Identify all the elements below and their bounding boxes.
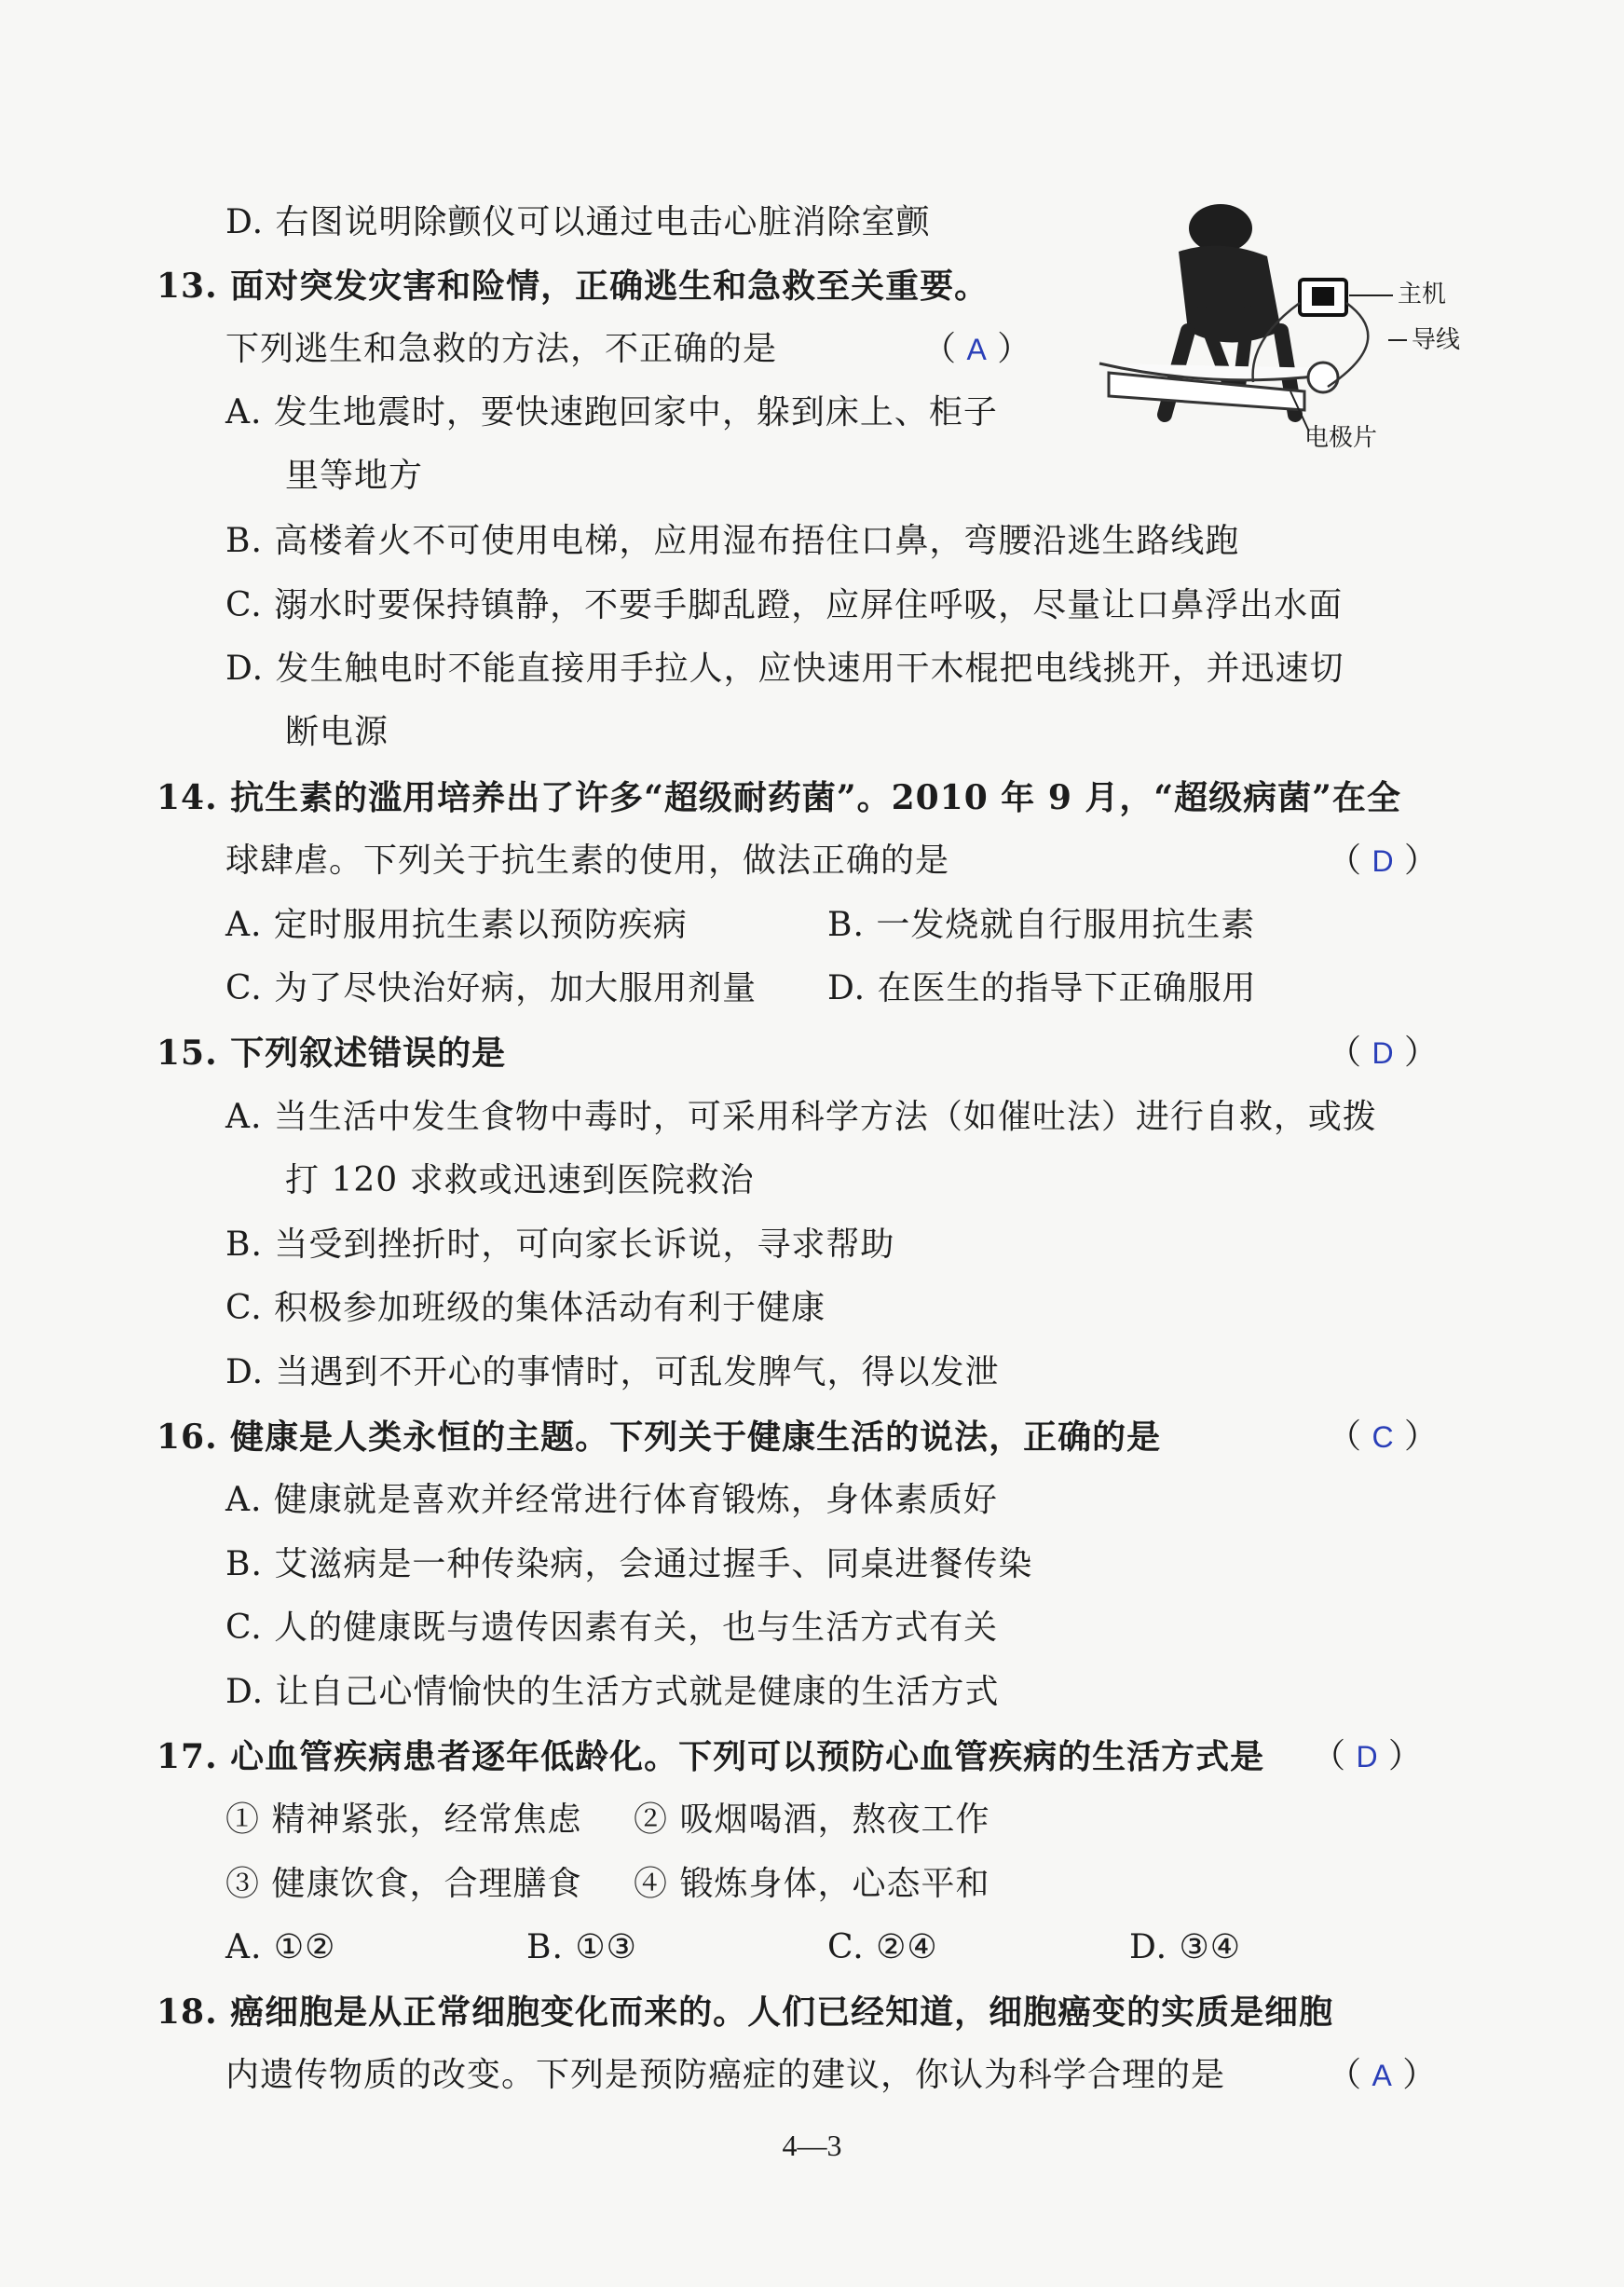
q14-option-c: C. 为了尽快治好病，加大服用剂量 [225, 969, 757, 1007]
q16-option-c: C. 人的健康既与遗传因素有关，也与生活方式有关 [225, 1609, 999, 1647]
defibrillator-figure [1090, 200, 1491, 461]
page-number: 4—3 [782, 2129, 842, 2162]
q17-item-3: ③ 健康饮食，合理膳食 [225, 1865, 582, 1903]
q15-answer: （ D ） [1328, 1034, 1439, 1072]
q17-item-4: ④ 锻炼身体，心态平和 [634, 1865, 990, 1903]
q14-answer: （ D ） [1328, 842, 1439, 880]
q17-option-c: C. ②④ [827, 1928, 938, 1966]
q13-stem-line1: 13. 面对突发灾害和险情，正确逃生和急救至关重要。 [157, 267, 989, 306]
q14-option-a: A. 定时服用抗生素以预防疾病 [225, 906, 688, 944]
q16-option-b: B. 艾滋病是一种传染病，会通过握手、同桌进餐传染 [225, 1545, 1033, 1583]
q17-answer: （ D ） [1312, 1737, 1423, 1775]
q13-answer-letter: A [966, 333, 987, 366]
q13-option-a-line2: 里等地方 [285, 457, 424, 495]
q16-option-a: A. 健康就是喜欢并经常进行体育锻炼，身体素质好 [225, 1481, 998, 1519]
q13-option-b: B. 高楼着火不可使用电梯，应用湿布捂住口鼻，弯腰沿逃生路线跑 [225, 522, 1240, 560]
q14-option-d: D. 在医生的指导下正确服用 [827, 969, 1257, 1007]
q15-option-b: B. 当受到挫折时，可向家长诉说，寻求帮助 [225, 1226, 895, 1264]
q16-answer-letter: C [1372, 1420, 1394, 1454]
q17-option-a: A. ①② [225, 1928, 336, 1966]
q18-answer-letter: A [1372, 2059, 1392, 2092]
q18-stem-line1: 18. 癌细胞是从正常细胞变化而来的。人们已经知道，细胞癌变的实质是细胞 [157, 1993, 1334, 2032]
q13-stem-line2: 下列逃生和急救的方法，不正确的是 [225, 330, 778, 368]
q17-stem: 17. 心血管疾病患者逐年低龄化。下列可以预防心血管疾病的生活方式是 [157, 1737, 1265, 1776]
q14-stem-line2: 球肆虐。下列关于抗生素的使用，做法正确的是 [225, 842, 950, 880]
q18-answer: （ A ） [1328, 2056, 1437, 2094]
q13-option-c: C. 溺水时要保持镇静，不要手脚乱蹬，应屏住呼吸，尽量让口鼻浮出水面 [225, 586, 1344, 624]
q14-option-b: B. 一发烧就自行服用抗生素 [827, 906, 1256, 944]
q15-option-d: D. 当遇到不开心的事情时，可乱发脾气，得以发泄 [225, 1353, 1000, 1391]
q13-option-d-line2: 断电源 [285, 713, 389, 751]
label-host: 主机 [1398, 281, 1447, 308]
q15-answer-letter: D [1372, 1036, 1394, 1070]
q13-option-d-line1: D. 发生触电时不能直接用手拉人，应快速用干木棍把电线挑开，并迅速切 [225, 650, 1344, 688]
q18-stem-line2: 内遗传物质的改变。下列是预防癌症的建议，你认为科学合理的是 [225, 2056, 1226, 2094]
q17-item-2: ② 吸烟喝酒，熬夜工作 [634, 1801, 990, 1839]
q16-option-d: D. 让自己心情愉快的生活方式就是健康的生活方式 [225, 1673, 1000, 1711]
q14-answer-letter: D [1372, 844, 1394, 878]
q13-option-a-line1: A. 发生地震时，要快速跑回家中，躲到床上、柜子 [225, 393, 998, 431]
q15-option-a-line1: A. 当生活中发生食物中毒时，可采用科学方法（如催吐法）进行自救，或拨 [225, 1098, 1377, 1136]
q15-option-a-line2: 打 120 求救或迅速到医院救治 [285, 1161, 755, 1199]
q17-item-1: ① 精神紧张，经常焦虑 [225, 1801, 582, 1839]
q12-option-d: D. 右图说明除颤仪可以通过电击心脏消除室颤 [225, 203, 931, 241]
q16-stem: 16. 健康是人类永恒的主题。下列关于健康生活的说法，正确的是 [157, 1417, 1162, 1457]
q15-stem: 15. 下列叙述错误的是 [157, 1034, 507, 1073]
q17-answer-letter: D [1356, 1740, 1378, 1773]
q16-answer: （ C ） [1328, 1417, 1439, 1456]
q17-option-b: B. ①③ [526, 1928, 637, 1966]
q17-option-d: D. ③④ [1129, 1928, 1242, 1966]
q15-option-c: C. 积极参加班级的集体活动有利于健康 [225, 1289, 826, 1327]
label-wire: 导线 [1412, 326, 1461, 354]
label-electrode: 电极片 [1304, 424, 1378, 452]
q14-stem-line1: 14. 抗生素的滥用培养出了许多“超级耐药菌”。2010 年 9 月，“超级病菌”在全 [157, 778, 1401, 817]
q13-answer: （ A ） [922, 330, 1031, 368]
